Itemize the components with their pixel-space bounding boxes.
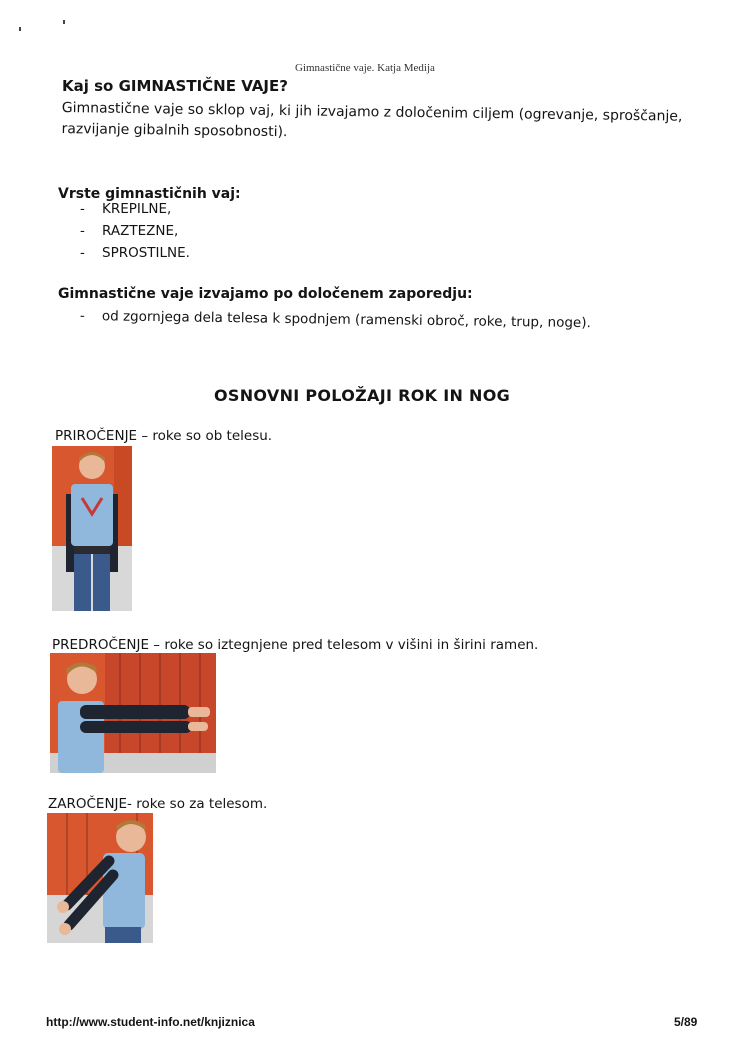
caption-pripocenje: PRIROČENJE – roke so ob telesu.	[55, 428, 273, 444]
photo-pripocenje	[52, 446, 132, 611]
boy-arms-forward-illustration	[50, 653, 216, 773]
scan-speck	[19, 27, 21, 31]
footer-url[interactable]: http://www.student-info.net/knjiznica	[46, 1015, 255, 1029]
section-title: OSNOVNI POLOŽAJI ROK IN NOG	[214, 386, 511, 405]
caption-predrocenje: PREDROČENJE – roke so iztegnjene pred telesom v višini in širini ramen.	[52, 637, 539, 653]
order-heading: Gimnastične vaje izvajamo po določenem zaporedju:	[58, 286, 473, 302]
running-header: Gimnastične vaje. Katja Medija	[295, 62, 435, 74]
scan-speck	[63, 20, 65, 24]
types-heading: Vrste gimnastičnih vaj:	[58, 186, 241, 202]
caption-zarocenje: ZAROČENJE- roke so za telesom.	[48, 796, 268, 812]
page-number: 5/89	[674, 1015, 698, 1029]
intro-question: Kaj so GIMNASTIČNE VAJE?	[62, 77, 288, 95]
types-list	[80, 198, 190, 264]
photo-predrocenje	[50, 653, 216, 773]
list-item: - SPROSTILNE.	[80, 242, 190, 264]
list-item: - KREPILNE,	[80, 198, 190, 220]
photo-zarocenje	[47, 813, 153, 943]
boy-arms-down-illustration	[52, 446, 132, 611]
list-item: - RAZTEZNE,	[80, 220, 190, 242]
intro-answer: Gimnastične vaje so sklop vaj, ki jih izvajamo z določenim ciljem (ogrevanje, sproščanje, razvijanje gibalnih sposobnosti).	[61, 99, 683, 141]
boy-arms-behind-illustration	[47, 813, 153, 943]
order-item: - od zgornjega dela telesa k spodnjem (ramenski obroč, roke, trup, noge).	[80, 308, 591, 331]
